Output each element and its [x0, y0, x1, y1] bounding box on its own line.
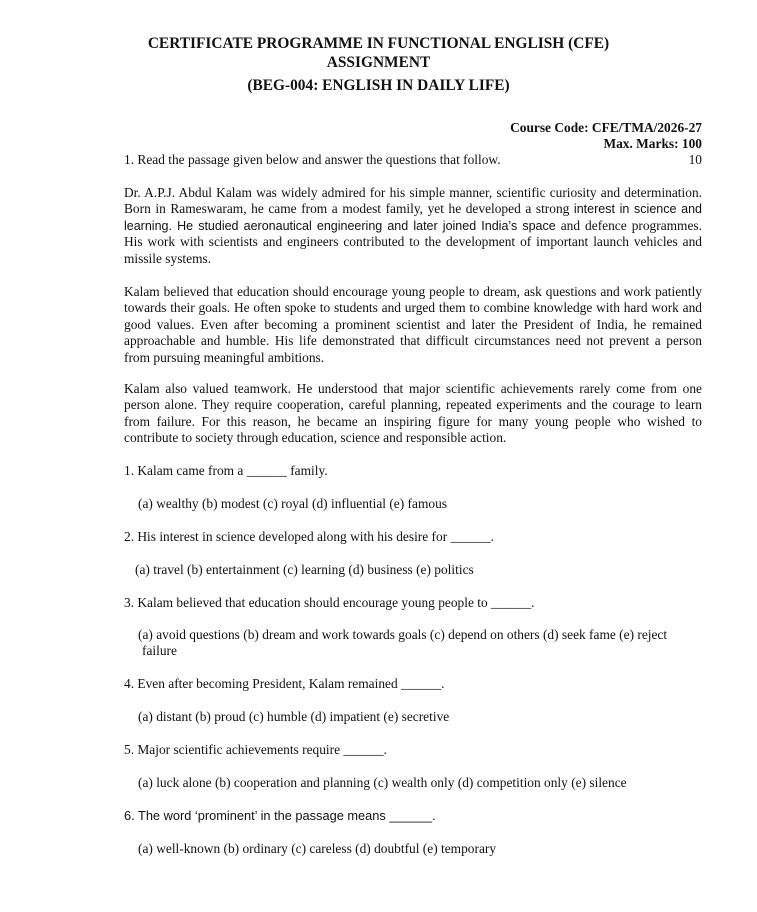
document-subtitle: ASSIGNMENT: [326, 54, 431, 71]
question-1-options: (a) wealthy (b) modest (c) royal (d) influential (e) famous: [138, 496, 447, 511]
passage-paragraph-3: Kalam also valued teamwork. He understood that major scientific achievements rarely come from one person alone. They require cooperation, careful planning, repeated experiments and the courage to learn from failure. For this reason, he became an inspiring figure for many young people who wished to contribute to society through education, science and responsible action.: [124, 381, 702, 446]
question-2-options: (a) travel (b) entertainment (c) learning (d) business (e) politics: [135, 562, 474, 577]
question-3-options-line-2: failure: [142, 643, 177, 658]
question-1: 1. Kalam came from a ______ family.: [124, 463, 328, 478]
course-title: (BEG-004: ENGLISH IN DAILY LIFE): [247, 77, 510, 94]
question-3: 3. Kalam believed that education should encourage young people to ______.: [124, 595, 535, 610]
document-title: CERTIFICATE PROGRAMME IN FUNCTIONAL ENGLISH (CFE): [147, 35, 610, 52]
question-6-options: (a) well-known (b) ordinary (c) careless (d) doubtful (e) temporary: [138, 841, 497, 856]
question-instruction: 1. Read the passage given below and answer the questions that follow.: [124, 152, 501, 167]
question-6: 6. The word ‘prominent’ in the passage means ______.: [124, 808, 436, 823]
course-code: Course Code: CFE/TMA/2026-27: [510, 120, 702, 135]
max-marks: Max. Marks: 100: [603, 136, 702, 151]
question-marks: 10: [688, 152, 702, 167]
question-2: 2. His interest in science developed along with his desire for ______.: [124, 529, 495, 544]
question-5: 5. Major scientific achievements require ______.: [124, 742, 387, 757]
question-5-options: (a) luck alone (b) cooperation and planning (c) wealth only (d) competition only (e) silence: [138, 775, 627, 790]
question-4: 4. Even after becoming President, Kalam remained ______.: [124, 676, 445, 691]
passage-p1-part3: and defence programmes. His work with scientists and engineers contributed to the development of important launch vehicles and missile systems.: [124, 217, 702, 266]
passage-paragraph-1: [124, 185, 702, 267]
passage-p1-part2: interest in science and learning. He studied aeronautical engineering and later joined India’s space: [124, 202, 702, 233]
passage-p1-part1: Dr. A.P.J. Abdul Kalam was widely admired for his simple manner, scientific curiosity and determination. Born in Rameswaram, he came from a modest family, yet he developed a strong: [124, 185, 702, 217]
passage-paragraph-2: Kalam believed that education should encourage young people to dream, ask questions and work patiently towards their goals. He often spoke to students and urged them to combine knowledge with hard work and good values. Even after becoming a prominent scientist and later the President of India, he remained approachable and humble. His life demonstrated that difficult circumstances need not prevent a person from pursuing meaningful ambitions.: [124, 284, 702, 365]
question-4-options: (a) distant (b) proud (c) humble (d) impatient (e) secretive: [138, 709, 450, 724]
question-3-options-line-1: (a) avoid questions (b) dream and work towards goals (c) depend on others (d) seek fame (e) reject: [138, 627, 668, 642]
